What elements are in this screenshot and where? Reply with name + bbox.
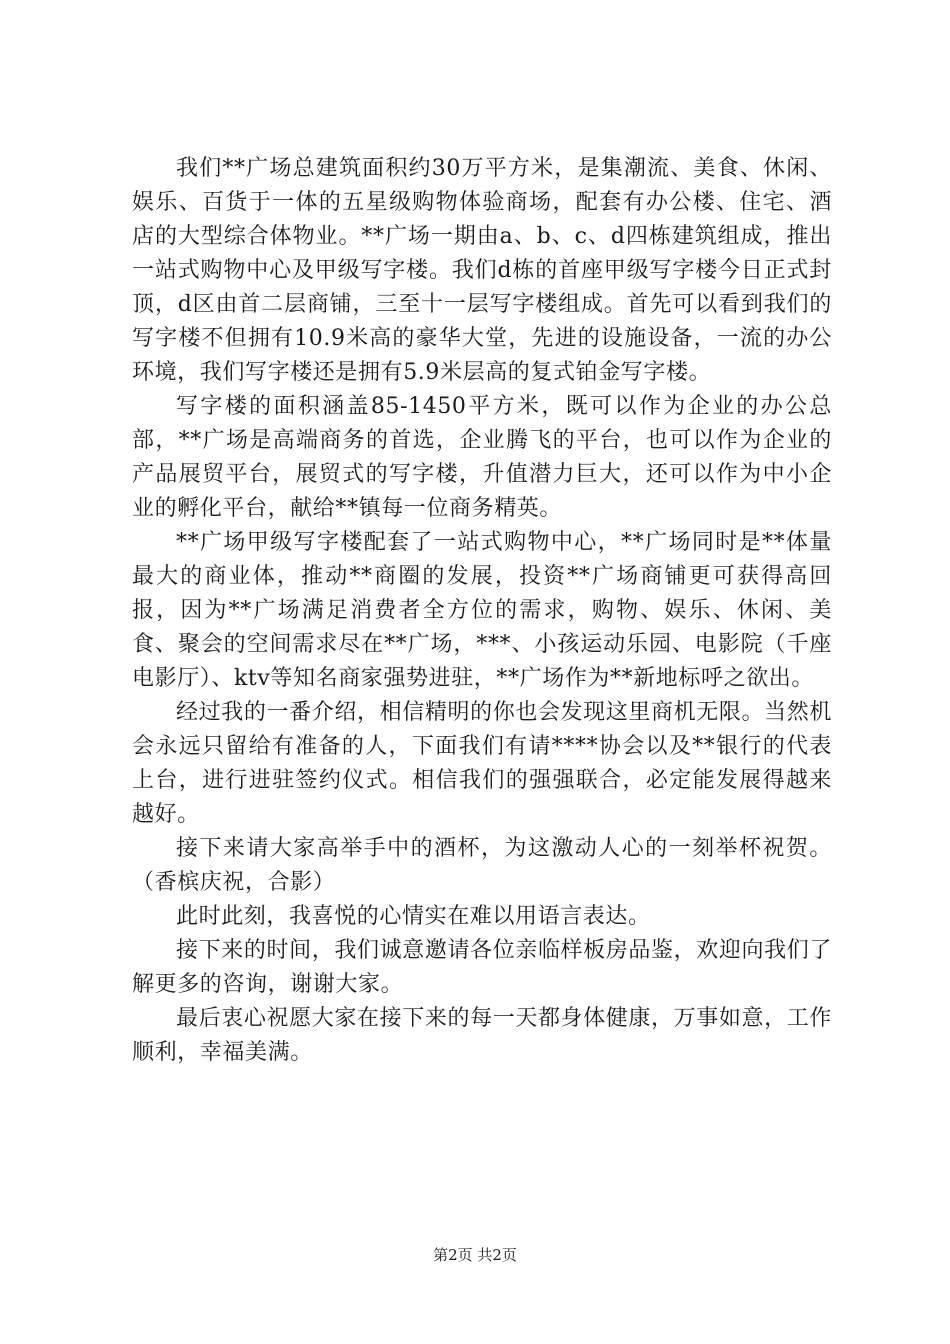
paragraph-2: 写字楼的面积涵盖85-1450平方米，既可以作为企业的办公总部，**广场是高端商务的首选，企业腾飞的平台，也可以作为企业的产品展贸平台，展贸式的写字楼，升值潜力巨大，还可以作为中小企业的孵化平台，献给**镇每一位商务精英。 <box>132 394 832 521</box>
paragraph-6: 此时此刻，我喜悦的心情实在难以用语言表达。 <box>176 904 651 929</box>
paragraph-5: 接下来请大家高举手中的酒杯，为这激动人心的一刻举杯祝贺。（香槟庆祝，合影） <box>132 836 832 895</box>
page-footer: 第2页 共2页 <box>433 1246 517 1264</box>
paragraph-8: 最后衷心祝愿大家在接下来的每一天都身体健康，万事如意，工作顺利，幸福美满。 <box>132 1006 832 1065</box>
paragraph-7: 接下来的时间，我们诚意邀请各位亲临样板房品鉴，欢迎向我们了解更多的咨询，谢谢大家。 <box>132 938 832 997</box>
document-body <box>132 152 832 1070</box>
paragraph-3: **广场甲级写字楼配套了一站式购物中心，**广场同时是**体量最大的商业体，推动**商圈的发展，投资**广场商铺更可获得高回报，因为**广场满足消费者全方位的需求，购物、娱乐、休闲、美食、聚会的空间需求尽在**广场，***、小孩运动乐园、电影院（千座电影厅）、ktv等知名商家强势进驻，**广场作为**新地标呼之欲出。 <box>132 530 832 691</box>
paragraph-4: 经过我的一番介绍，相信精明的你也会发现这里商机无限。当然机会永远只留给有准备的人，下面我们有请****协会以及**银行的代表上台，进行进驻签约仪式。相信我们的强强联合，必定能发展得越来越好。 <box>132 700 832 827</box>
paragraph-1: 我们**广场总建筑面积约30万平方米，是集潮流、美食、休闲、娱乐、百货于一体的五星级购物体验商场，配套有办公楼、住宅、酒店的大型综合体物业。**广场一期由a、b、c、d四栋建筑组成，推出一站式购物中心及甲级写字楼。我们d栋的首座甲级写字楼今日正式封顶，d区由首二层商铺，三至十一层写字楼组成。首先可以看到我们的写字楼不但拥有10.9米高的豪华大堂，先进的设施设备，一流的办公环境，我们写字楼还是拥有5.9米层高的复式铂金写字楼。 <box>132 156 832 385</box>
